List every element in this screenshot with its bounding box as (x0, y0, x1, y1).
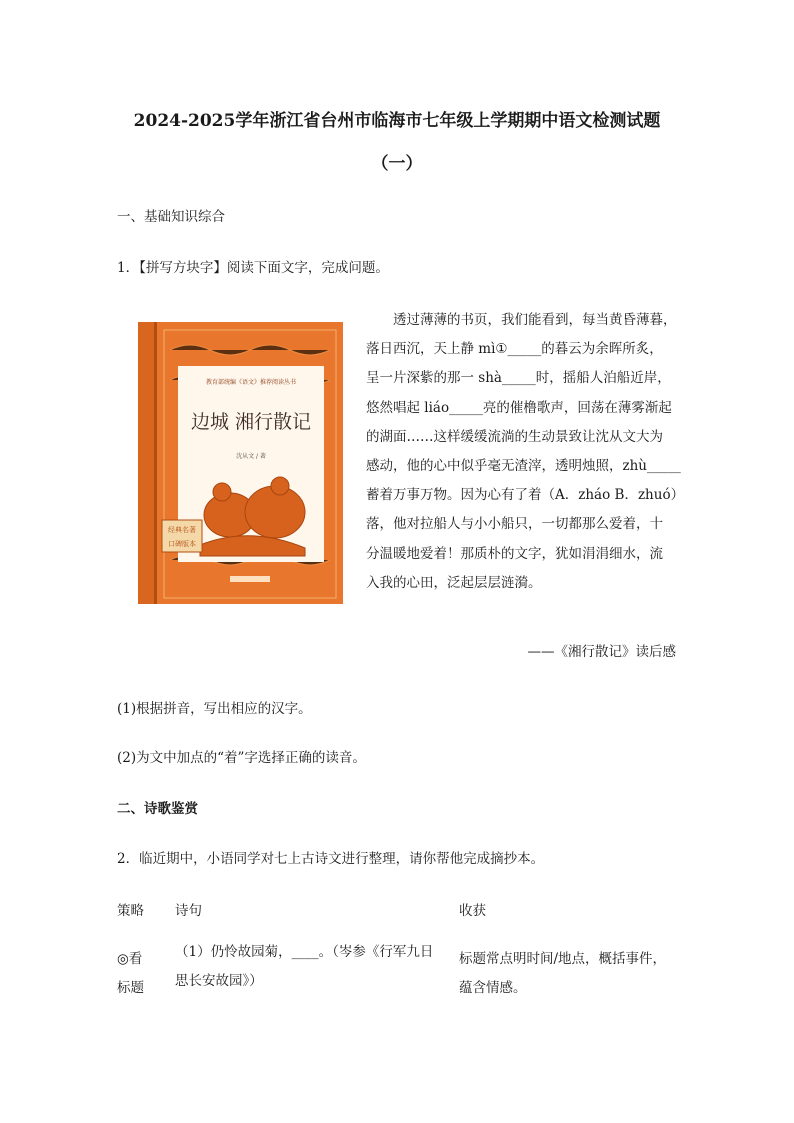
passage-line: 的湖面……这样缓缓流淌的生动景致让沈从文大为 (366, 428, 663, 445)
table-header-strategy: 策略 (117, 903, 144, 919)
document-title-line2: （一） (371, 154, 423, 174)
passage-line: 蓄着万事万物。因为心有了着（A．zháo B．zhuó） (366, 487, 685, 504)
strategy-line: 标题 (117, 980, 144, 996)
reading-passage (366, 306, 696, 598)
section2-heading: 二、诗歌鉴赏 (117, 801, 198, 817)
passage-line: 悠然唱起 liáo_____亮的催橹歌声，回荡在薄雾渐起 (366, 399, 672, 416)
passage-line: 透过薄薄的书页，我们能看到，每当黄昏薄暮， (393, 312, 677, 328)
table-header-poem: 诗句 (175, 903, 202, 919)
passage-source: ——《湘行散记》读后感 (527, 644, 676, 660)
poem-line: 思长安故园》） (175, 973, 263, 989)
section1-heading: 一、基础知识综合 (117, 209, 225, 225)
poem-line: （1）仍怜故园菊，____。（岑参《行军九日 (175, 944, 434, 960)
passage-line: 分温暖地爱着！那质朴的文字，犹如涓涓细水，流 (366, 545, 663, 562)
table-header-gain: 收获 (459, 903, 486, 919)
gain-line: 标题常点明时间/地点，概括事件， (459, 951, 667, 967)
passage-line: 落日西沉，天上静 mì①_____的暮云为余晖所炙， (366, 341, 663, 358)
subquestion-1: (1)根据拼音，写出相应的汉字。 (117, 701, 312, 717)
book-cover-image (130, 320, 343, 606)
gain-line: 蕴含情感。 (459, 980, 527, 996)
book-series-text: 教育部统编《语文》推荐阅读丛书 (205, 379, 297, 386)
table-cell-gain (459, 945, 689, 1003)
subquestion-2: (2)为文中加点的“着”字选择正确的读音。 (117, 750, 366, 766)
strategy-line: ◎看 (117, 951, 143, 967)
passage-line: 感动，他的心中似乎毫无渣滓，透明烛照，zhù_____ (366, 458, 681, 475)
book-badge-line1: 经典名著 (168, 526, 196, 534)
book-author-text: 沈从文 / 著 (236, 453, 266, 460)
book-title-text: 边城 湘行散记 (190, 411, 312, 433)
book-badge-line2: 口碑版本 (168, 540, 196, 548)
table-cell-strategy (117, 945, 167, 1003)
question2-label: 2．临近期中，小语同学对七上古诗文进行整理，请你帮他完成摘抄本。 (117, 851, 545, 867)
passage-line: 入我的心田，泛起层层涟漪。 (366, 574, 542, 591)
question1-label: 1．【拼写方块字】阅读下面文字，完成问题。 (117, 260, 389, 276)
table-cell-poem (175, 938, 450, 996)
document-title-line1: 2024-2025学年浙江省台州市临海市七年级上学期期中语文检测试题 (133, 111, 661, 131)
passage-line: 呈一片深紫的那一 shà_____时，摇船人泊船近岸， (366, 370, 671, 387)
passage-line: 落，他对拉船人与小小船只，一切都那么爱着，十 (366, 516, 663, 533)
